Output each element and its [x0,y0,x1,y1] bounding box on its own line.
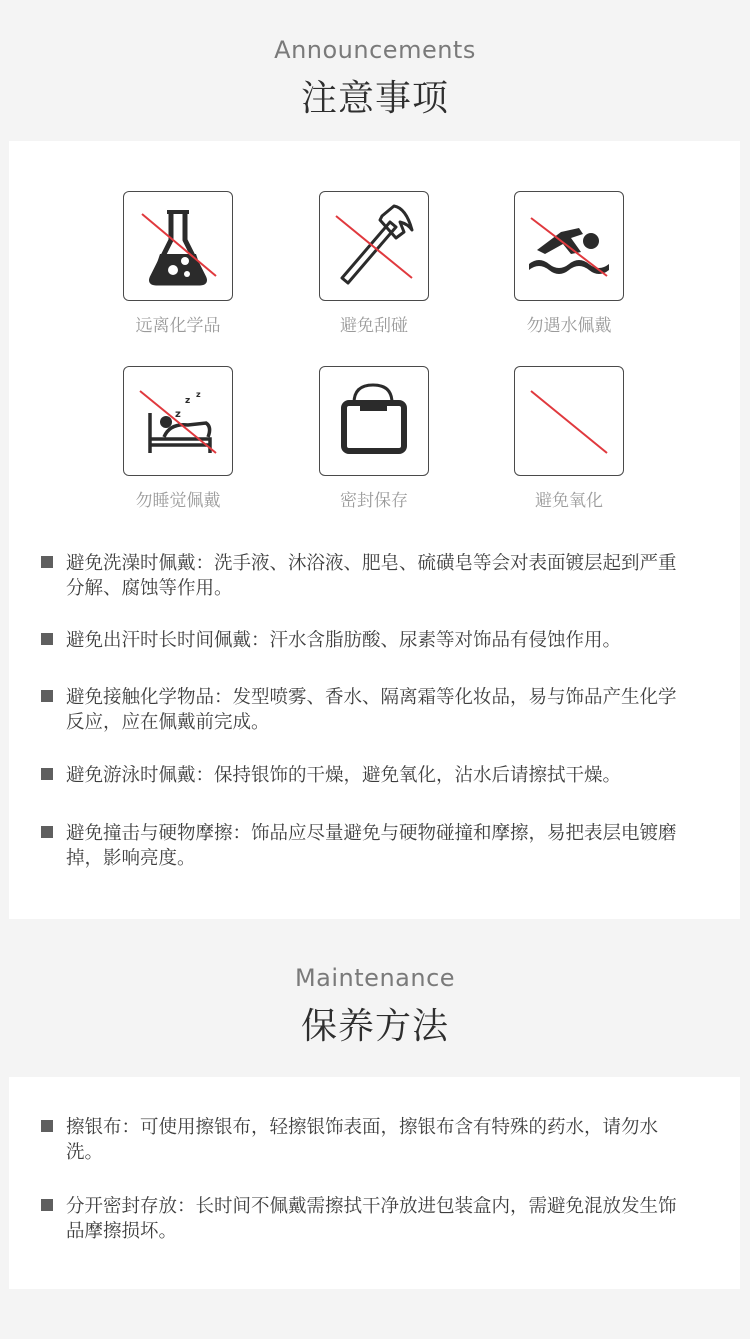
bullet-square [41,768,53,780]
list-item-text: 避免洗澡时佩戴：洗手液、沐浴液、肥皂、硫磺皂等会对表面镀层起到严重分解、腐蚀等作用。 [66,553,677,599]
storage-box-label: 密封保存 [340,491,408,511]
flask-label: 远离化学品 [135,316,221,336]
bullet-square [41,1120,53,1132]
hammer-label: 避免刮碰 [340,316,408,336]
bullet-square [41,826,53,838]
hammer-icon [319,191,429,301]
bullet-square [41,556,53,568]
list-item [41,821,691,871]
oxidation-label: 避免氧化 [535,491,603,511]
list-item [41,628,691,653]
list-item-text: 擦银布：可使用擦银布，轻擦银饰表面，擦银布含有特殊的药水，请勿水洗。 [66,1117,659,1163]
oxidation-icon [514,366,624,476]
list-item [41,551,691,601]
announcements-title-en: Announcements [274,36,476,64]
flask-icon [123,191,233,301]
bullet-square [41,690,53,702]
sleeping-icon [123,366,233,476]
announcements-header [0,36,750,121]
list-item [41,1194,691,1244]
swimming-icon [514,191,624,301]
maintenance-title-zh: 保养方法 [300,1006,449,1047]
maintenance-header [0,964,750,1049]
svg-text:z: z [185,396,191,406]
list-item [41,1115,691,1165]
storage-box-icon [319,366,429,476]
svg-text:z: z [175,409,181,420]
list-item-text: 避免出汗时长时间佩戴：汗水含脂肪酸、尿素等对饰品有侵蚀作用。 [66,630,622,651]
bullet-square [41,1199,53,1211]
swimming-label: 勿遇水佩戴 [526,316,612,336]
list-item [41,763,691,788]
svg-text:z: z [196,390,201,399]
bullet-square [41,633,53,645]
list-item-text: 避免接触化学物品：发型喷雾、香水、隔离霜等化妆品，易与饰品产生化学反应，应在佩戴前完成。 [66,687,677,733]
list-item-text: 避免撞击与硬物摩擦：饰品应尽量避免与硬物碰撞和摩擦，易把表层电镀磨掉，影响亮度。 [66,823,677,869]
announcements-card [9,141,740,919]
sleeping-label: 勿睡觉佩戴 [135,491,221,511]
list-item [41,685,691,735]
list-item-text: 避免游泳时佩戴：保持银饰的干燥，避免氧化，沾水后请擦拭干燥。 [66,765,622,786]
maintenance-card [9,1077,740,1289]
announcements-title-zh: 注意事项 [300,78,449,119]
list-item-text: 分开密封存放：长时间不佩戴需擦拭干净放进包装盒内，需避免混放发生饰品摩擦损坏。 [66,1196,677,1242]
maintenance-title-en: Maintenance [294,964,456,992]
